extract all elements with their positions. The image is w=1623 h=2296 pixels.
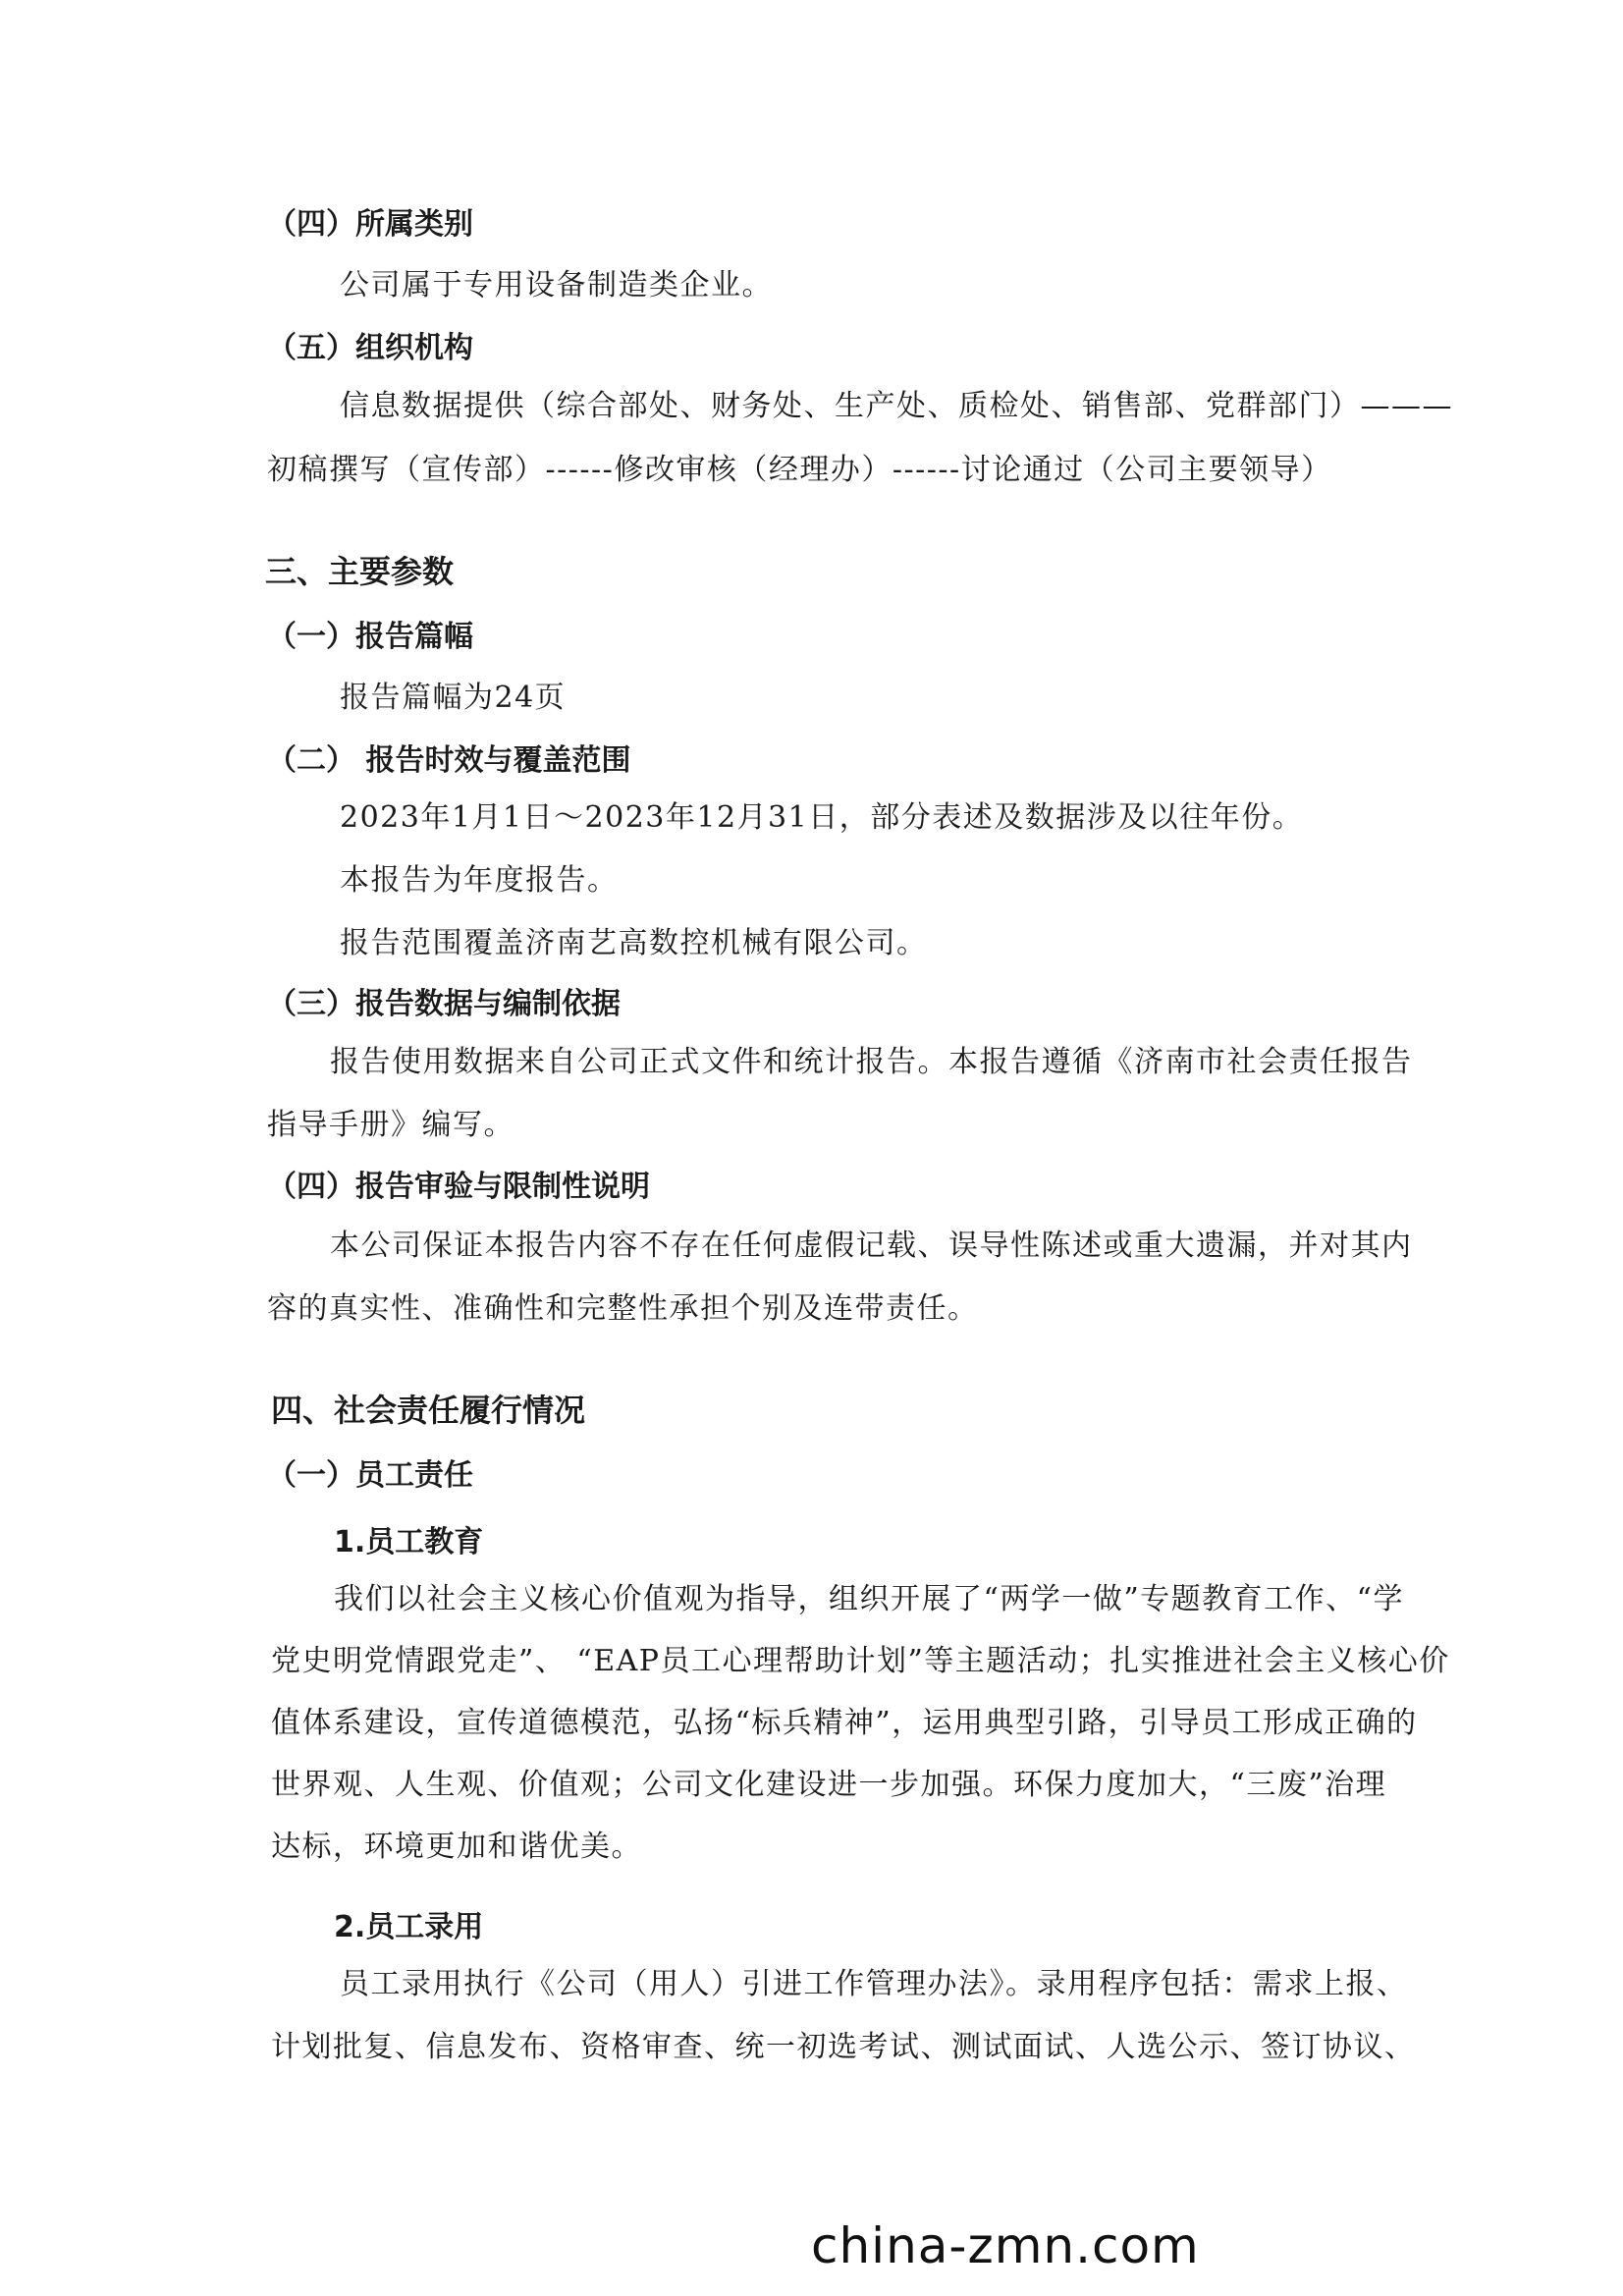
paragraph-education-line-5: 达标，环境更加和谐优美。 <box>271 1830 642 1864</box>
paragraph-recruitment-line-2: 计划批复、信息发布、资格审查、统一初选考试、测试面试、人选公示、签订协议、 <box>271 2030 1416 2064</box>
paragraph-organization-line-1: 信息数据提供（综合部处、财务处、生产处、质检处、销售部、党群部门）——— <box>340 389 1453 423</box>
paragraph-scope-coverage: 报告范围覆盖济南艺高数控机械有限公司。 <box>340 926 928 960</box>
heading-staff-recruitment: 2.员工录用 <box>334 1910 484 1944</box>
paragraph-audit-line-1: 本公司保证本报告内容不存在任何虚假记载、误导性陈述或重大遗漏，并对其内 <box>330 1229 1413 1263</box>
paragraph-basis-line-2: 指导手册》编写。 <box>267 1108 514 1142</box>
heading-report-length: （一）报告篇幅 <box>267 620 473 654</box>
heading-report-basis: （三）报告数据与编制依据 <box>267 987 621 1021</box>
section-title-social-responsibility: 四、社会责任履行情况 <box>271 1392 586 1429</box>
section-title-main-parameters: 三、主要参数 <box>265 553 455 590</box>
paragraph-education-line-2: 党史明党情跟党走”、 “EAP员工心理帮助计划”等主题活动；扎实推进社会主义核心价 <box>271 1644 1450 1678</box>
paragraph-recruitment-line-1: 员工录用执行《公司（用人）引进工作管理办法》。录用程序包括：需求上报、 <box>340 1967 1408 2001</box>
heading-organization: （五）组织机构 <box>267 331 473 365</box>
paragraph-audit-line-2: 容的真实性、准确性和完整性承担个别及连带责任。 <box>267 1291 979 1326</box>
paragraph-scope-annual: 本报告为年度报告。 <box>340 863 619 898</box>
paragraph-basis-line-1: 报告使用数据来自公司正式文件和统计报告。本报告遵循《济南市社会责任报告 <box>330 1045 1413 1079</box>
paragraph-education-line-4: 世界观、人生观、价值观；公司文化建设进一步加强。环保力度加大，“三废”治理 <box>271 1768 1387 1802</box>
watermark-text: china-zmn.com <box>811 2217 1200 2274</box>
paragraph-organization-line-2: 初稿撰写（宣传部）------修改审核（经理办）------讨论通过（公司主要领导） <box>267 453 1332 487</box>
paragraph-report-length: 报告篇幅为24页 <box>340 681 567 715</box>
paragraph-education-line-3: 值体系建设，宣传道德模范，弘扬“标兵精神”，运用典型引路，引导员工形成正确的 <box>271 1706 1418 1740</box>
heading-staff-responsibility: （一）员工责任 <box>267 1458 473 1493</box>
heading-report-audit: （四）报告审验与限制性说明 <box>267 1170 650 1204</box>
paragraph-scope-period: 2023年1月1日～2023年12月31日，部分表述及数据涉及以往年份。 <box>340 800 1304 835</box>
heading-category: （四）所属类别 <box>267 207 473 242</box>
paragraph-category: 公司属于专用设备制造类企业。 <box>340 268 773 302</box>
paragraph-education-line-1: 我们以社会主义核心价值观为指导，组织开展了“两学一做”专题教育工作、“学 <box>334 1582 1405 1616</box>
heading-staff-education: 1.员工教育 <box>334 1525 484 1559</box>
heading-report-scope: （二） 报告时效与覆盖范围 <box>267 743 631 778</box>
